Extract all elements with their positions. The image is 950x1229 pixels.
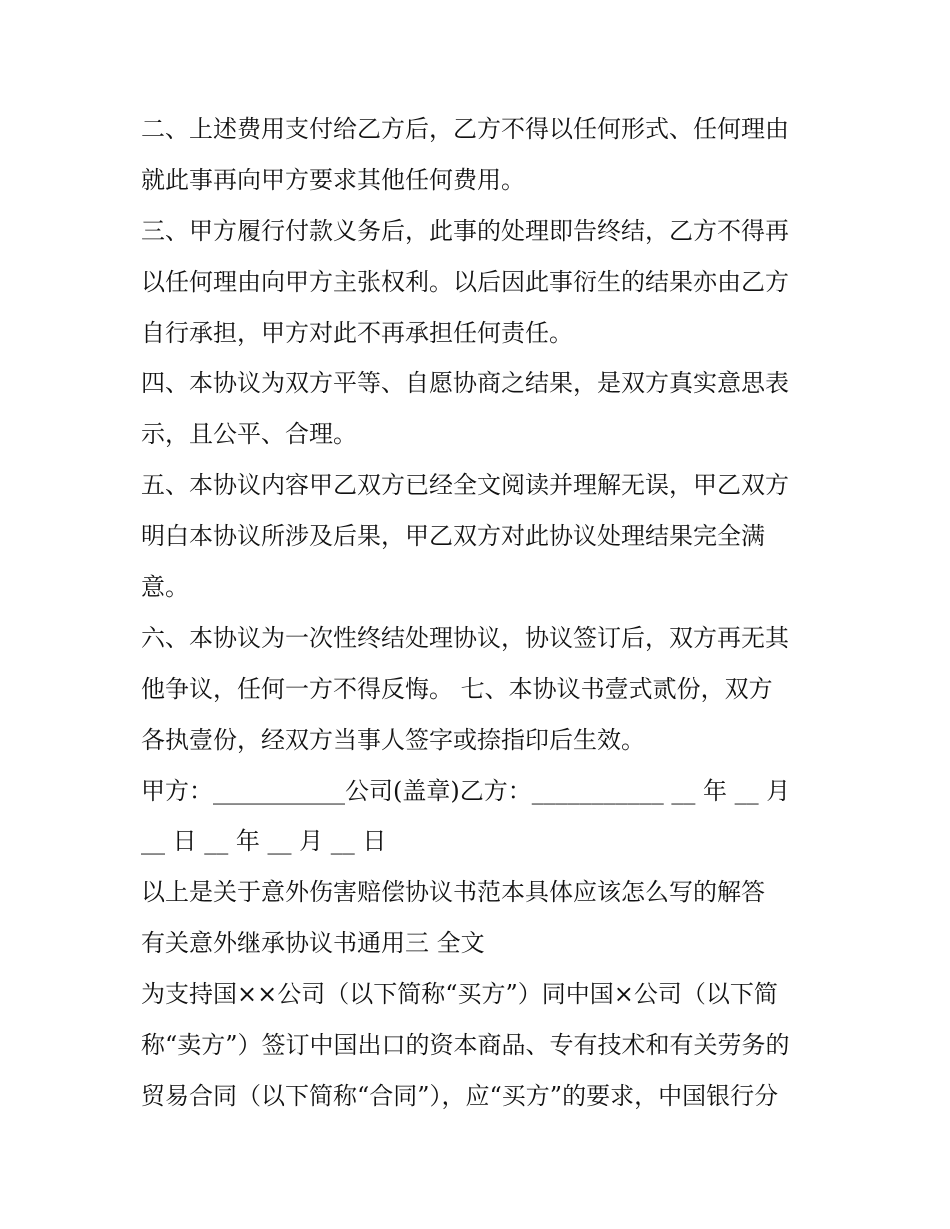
text-line: 示，且公平、合理。 xyxy=(141,420,357,449)
text-line: 贸易合同（以下简称“合同”），应“买方”的要求，中国银行分 xyxy=(141,1081,779,1110)
text-line: 意。 xyxy=(141,573,189,602)
signature-line: 甲方：___________公司(盖章)乙方：___________ __ 年 __ 月 xyxy=(141,776,791,805)
text-line: 六、本协议为一次性终结处理协议，协议签订后，双方再无其 xyxy=(141,623,789,652)
text-line: 他争议，任何一方不得反悔。 七、本协议书壹式贰份，双方 xyxy=(141,674,773,703)
text-line: 称“卖方”）签订中国出口的资本商品、专有技术和有关劳务的 xyxy=(141,1031,790,1060)
text-line: 为支持国××公司（以下简称“买方”）同中国×公司（以下简 xyxy=(141,980,778,1009)
section-heading: 有关意外继承协议书通用三 全文 xyxy=(141,929,485,958)
text-line: 四、本协议为双方平等、自愿协商之结果，是双方真实意思表 xyxy=(141,369,789,398)
text-line: 就此事再向甲方要求其他任何费用。 xyxy=(141,165,525,194)
text-line: 明白本协议所涉及后果，甲乙双方对此协议处理结果完全满 xyxy=(141,522,765,551)
text-line: 二、上述费用支付给乙方后，乙方不得以任何形式、任何理由 xyxy=(141,115,789,143)
text-line: 三、甲方履行付款义务后，此事的处理即告终结，乙方不得再 xyxy=(141,216,789,245)
text-line: 五、本协议内容甲乙双方已经全文阅读并理解无误，甲乙双方 xyxy=(141,471,789,500)
text-line: 自行承担，甲方对此不再承担任何责任。 xyxy=(141,318,573,347)
text-line: 各执壹份，经双方当事人签字或捺指印后生效。 xyxy=(141,725,645,754)
date-line: __ 日 __ 年 __ 月 __ 日 xyxy=(141,827,387,856)
document-body xyxy=(141,104,821,1122)
text-line: 以任何理由向甲方主张权利。以后因此事衍生的结果亦由乙方 xyxy=(141,267,789,296)
text-line: 以上是关于意外伤害赔偿协议书范本具体应该怎么写的解答 xyxy=(141,878,765,907)
